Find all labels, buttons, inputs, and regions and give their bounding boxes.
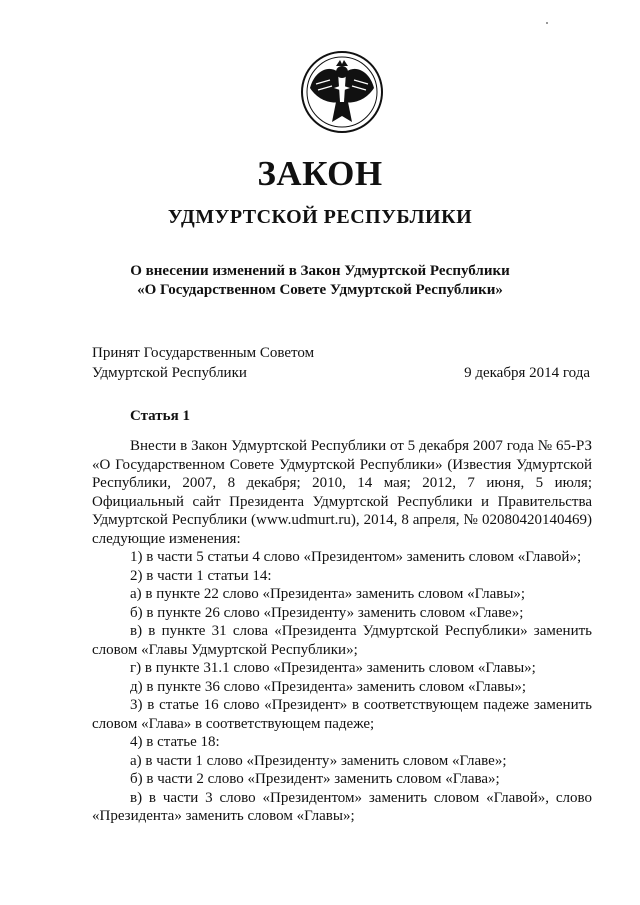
article-paragraph: б) в пункте 26 слово «Президенту» заменить словом «Главе»; bbox=[130, 604, 524, 621]
article-paragraph: в) в пункте 31 слова «Президента Удмуртской Республики» заменить словом «Главы Удмуртской Республики»; bbox=[92, 623, 592, 658]
law-name bbox=[0, 262, 640, 300]
law-name-line-2: «О Государственном Совете Удмуртской Республики» bbox=[137, 282, 503, 298]
article-paragraph: д) в пункте 36 слово «Президента» заменить словом «Главы»; bbox=[130, 678, 527, 695]
coat-of-arms-icon bbox=[300, 50, 384, 134]
article-paragraph: 2) в части 1 статьи 14: bbox=[130, 567, 272, 584]
adopted-by-line-1: Принят Государственным Советом bbox=[92, 345, 315, 361]
article-paragraph: 3) в статье 16 слово «Президент» в соответствующем падеже заменить словом «Глава» в соответствующем падеже; bbox=[92, 697, 592, 732]
scan-speck bbox=[546, 22, 548, 24]
article-paragraph: а) в части 1 слово «Президенту» заменить словом «Главе»; bbox=[130, 752, 507, 769]
article-body bbox=[92, 437, 592, 826]
adopted-date: 9 декабря 2014 года bbox=[464, 365, 590, 381]
article-paragraph: 4) в статье 18: bbox=[130, 734, 220, 750]
article-paragraph: Внести в Закон Удмуртской Республики от 5 декабря 2007 года № 65-РЗ «О Государственном Совете Удмуртской Республики» (Известия Удмуртской Республики, 2007, 8 декабря; 2010, 14 мая; 2012, 7 июня, 5 июля; Официальный сайт Президента Удмуртской Республики и Правительства Удмуртской Республики (www.udmurt.ru), 2014, 8 апреля, № 02080420140469) следующие изменения: bbox=[92, 438, 592, 547]
article-paragraph: 1) в части 5 статьи 4 слово «Президентом» заменить словом «Главой»; bbox=[130, 549, 582, 565]
article-paragraph: в) в части 3 слово «Президентом» заменить словом «Главой», слово «Президента» заменить словом «Главы»; bbox=[92, 789, 592, 824]
article-paragraph: г) в пункте 31.1 слово «Президента» заменить словом «Главы»; bbox=[130, 660, 536, 676]
adopted-by-line-2: Удмуртской Республики bbox=[92, 365, 247, 381]
document-subtitle: УДМУРТСКОЙ РЕСПУБЛИКИ bbox=[167, 206, 473, 228]
law-name-line-1: О внесении изменений в Закон Удмуртской Республики bbox=[130, 263, 510, 279]
article-paragraph: б) в части 2 слово «Президент» заменить словом «Глава»; bbox=[130, 771, 500, 787]
article-heading: Статья 1 bbox=[130, 408, 190, 424]
article-paragraph: а) в пункте 22 слово «Президента» заменить словом «Главы»; bbox=[130, 586, 526, 602]
adopted-by bbox=[92, 343, 314, 383]
document-title: ЗАКОН bbox=[257, 154, 383, 193]
